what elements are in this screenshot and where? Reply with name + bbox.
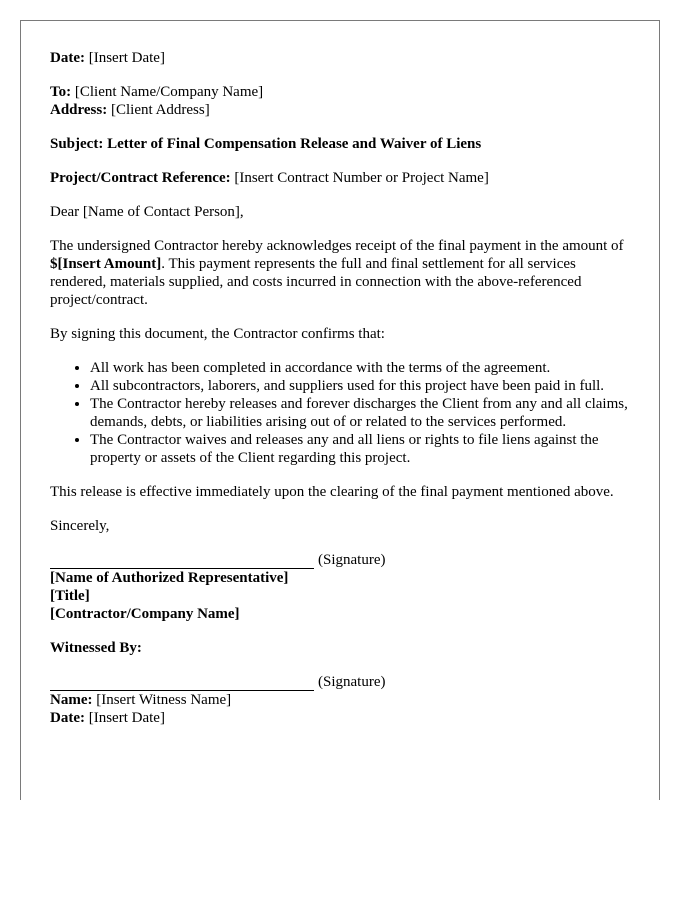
payment-text-end: . This payment represents the full and final settlement for all services rendered, materials supplied, and costs incurred in connection with the above-referenced project/contract. (50, 256, 582, 308)
document-page (20, 20, 660, 800)
list-item: • The Contractor hereby releases and forever discharges the Client from any and all claims, demands, debts, or liabilities arising out of or related to the services performed. (90, 395, 635, 431)
witness-signature-caption: (Signature) (318, 674, 386, 690)
company-name: [Contractor/Company Name] (50, 606, 240, 622)
date-label: Date: (50, 50, 85, 66)
witness-heading: Witnessed By: (50, 640, 142, 656)
address-label: Address: (50, 102, 108, 118)
signature-line (50, 553, 314, 569)
recipient-block (50, 83, 635, 119)
witness-signature-line (50, 675, 314, 691)
effective-paragraph: This release is effective immediately upon the clearing of the final payment mentioned above. (50, 484, 614, 500)
witness-name-label: Name: (50, 692, 93, 708)
payment-paragraph (50, 237, 635, 309)
contractor-signature-block (50, 551, 635, 623)
confirmation-list (50, 359, 635, 467)
confirmation-intro: By signing this document, the Contractor confirms that: (50, 326, 385, 342)
signature-caption: (Signature) (318, 552, 386, 568)
witness-date-label: Date: (50, 710, 85, 726)
list-item: • All subcontractors, laborers, and suppliers used for this project have been paid in full. (90, 377, 635, 395)
salutation: Dear [Name of Contact Person], (50, 204, 244, 220)
project-ref-value: [Insert Contract Number or Project Name] (234, 170, 489, 186)
representative-name: [Name of Authorized Representative] (50, 570, 289, 586)
project-ref-label: Project/Contract Reference: (50, 170, 231, 186)
address-value: [Client Address] (110, 102, 210, 118)
to-value: [Client Name/Company Name] (74, 84, 264, 100)
payment-amount: $[Insert Amount] (50, 256, 162, 272)
project-reference (50, 169, 635, 187)
representative-title: [Title] (50, 588, 90, 604)
list-item: • All work has been completed in accordance with the terms of the agreement. (90, 359, 635, 377)
list-item: • The Contractor waives and releases any and all liens or rights to file liens against the property or assets of the Client regarding this project. (90, 431, 635, 467)
letter-body (50, 49, 635, 727)
witness-name-value: [Insert Witness Name] (96, 692, 232, 708)
closing: Sincerely, (50, 518, 110, 534)
to-label: To: (50, 84, 72, 100)
witness-date-value: [Insert Date] (88, 710, 165, 726)
witness-signature-block (50, 673, 635, 727)
date-line (50, 49, 635, 67)
subject-line: Subject: Letter of Final Compensation Release and Waiver of Liens (50, 136, 482, 152)
date-value: [Insert Date] (88, 50, 165, 66)
payment-text-start: The undersigned Contractor hereby acknowledges receipt of the final payment in the amount of (50, 238, 624, 254)
